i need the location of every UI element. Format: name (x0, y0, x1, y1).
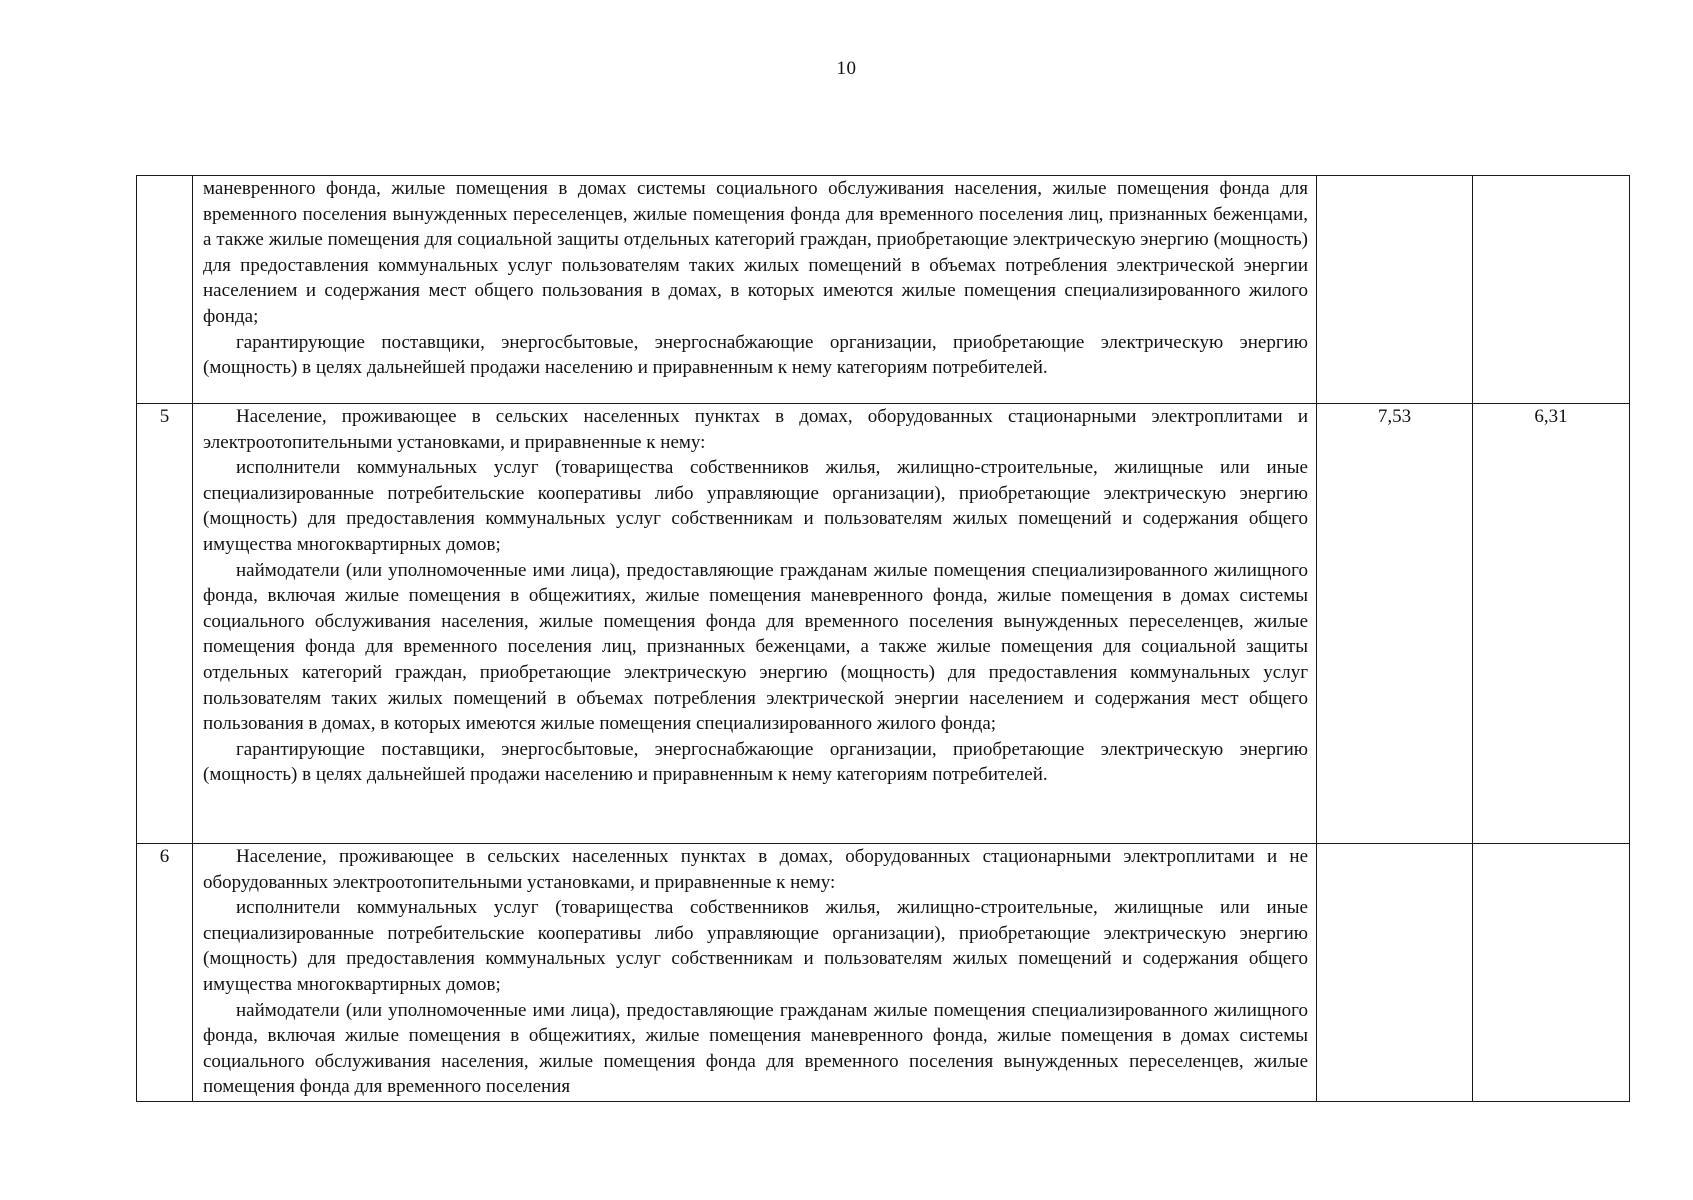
row-value1-cell: 7,53 (1317, 404, 1473, 844)
row-description-cell (193, 176, 1317, 404)
tariff-table (136, 175, 1630, 1102)
row-value2-cell: 6,31 (1473, 404, 1630, 844)
page-number: 10 (836, 58, 857, 79)
table-row (137, 404, 1630, 844)
description-paragraph: наймодатели (или уполномоченные ими лица), предоставляющие гражданам жилые помещения специализированного жилищного фонда, включая жилые помещения в общежитиях, жилые помещения маневренного фонда, жилые помещения в домах системы социального обслуживания населения, жилые помещения фонда для временного поселения вынужденных переселенцев, жилые помещения фонда для временного поселения лиц, признанных беженцами, а также жилые помещения для социальной защиты отдельных категорий граждан, приобретающие электрическую энергию (мощность) для предоставления коммунальных услуг пользователям таких жилых помещений в объемах потребления электрической энергии населением и содержания мест общего пользования в домах, в которых имеются жилые помещения специализированного жилого фонда; (203, 559, 1308, 735)
row-value2-cell (1473, 844, 1630, 1102)
description-paragraph: исполнители коммунальных услуг (товарищества собственников жилья, жилищно-строительные, жилищные или иные специализированные потребительские кооперативы либо управляющие организации), приобретающие электрическую энергию (мощность) для предоставления коммунальных услуг собственникам и пользователям жилых помещений и содержания общего имущества многоквартирных домов; (203, 457, 1308, 555)
table-row (137, 844, 1630, 1102)
description-paragraph: гарантирующие поставщики, энергосбытовые, энергоснабжающие организации, приобретающие электрическую энергию (мощность) в целях дальнейшей продажи населению и приравненным к нему категориям потребителей. (203, 331, 1308, 379)
description-paragraph: гарантирующие поставщики, энергосбытовые, энергоснабжающие организации, приобретающие электрическую энергию (мощность) в целях дальнейшей продажи населению и приравненным к нему категориям потребителей. (203, 738, 1308, 786)
description-paragraph: наймодатели (или уполномоченные ими лица), предоставляющие гражданам жилые помещения специализированного жилищного фонда, включая жилые помещения в общежитиях, жилые помещения маневренного фонда, жилые помещения в домах системы социального обслуживания населения, жилые помещения фонда для временного поселения вынужденных переселенцев, жилые помещения фонда для временного поселения (203, 999, 1308, 1098)
row-value1-cell (1317, 844, 1473, 1102)
row-description-cell (193, 844, 1317, 1102)
table-row (137, 176, 1630, 404)
description-paragraph: Население, проживающее в сельских населенных пунктах в домах, оборудованных стационарными электроплитами и не оборудованных электроотопительными установками, и приравненные к нему: (203, 846, 1308, 893)
row-value1-cell (1317, 176, 1473, 404)
row-number-cell: 6 (137, 844, 193, 1102)
row-value2-cell (1473, 176, 1630, 404)
row-description-cell (193, 404, 1317, 844)
row-number-cell (137, 176, 193, 404)
description-paragraph: исполнители коммунальных услуг (товарищества собственников жилья, жилищно-строительные, жилищные или иные специализированные потребительские кооперативы либо управляющие организации), приобретающие электрическую энергию (мощность) для предоставления коммунальных услуг собственникам и пользователям жилых помещений и содержания общего имущества многоквартирных домов; (203, 897, 1308, 995)
row-number-cell: 5 (137, 404, 193, 844)
description-paragraph: маневренного фонда, жилые помещения в домах системы социального обслуживания населения, жилые помещения фонда для временного поселения вынужденных переселенцев, жилые помещения фонда для временного поселения лиц, признанных беженцами, а также жилые помещения для социальной защиты отдельных категорий граждан, приобретающие электрическую энергию (мощность) для предоставления коммунальных услуг пользователям таких жилых помещений в объемах потребления электрической энергии населением и содержания мест общего пользования в домах, в которых имеются жилые помещения специализированного жилого фонда; (203, 178, 1308, 327)
description-paragraph: Население, проживающее в сельских населенных пунктах в домах, оборудованных стационарными электроплитами и электроотопительными установками, и приравненные к нему: (203, 406, 1308, 453)
